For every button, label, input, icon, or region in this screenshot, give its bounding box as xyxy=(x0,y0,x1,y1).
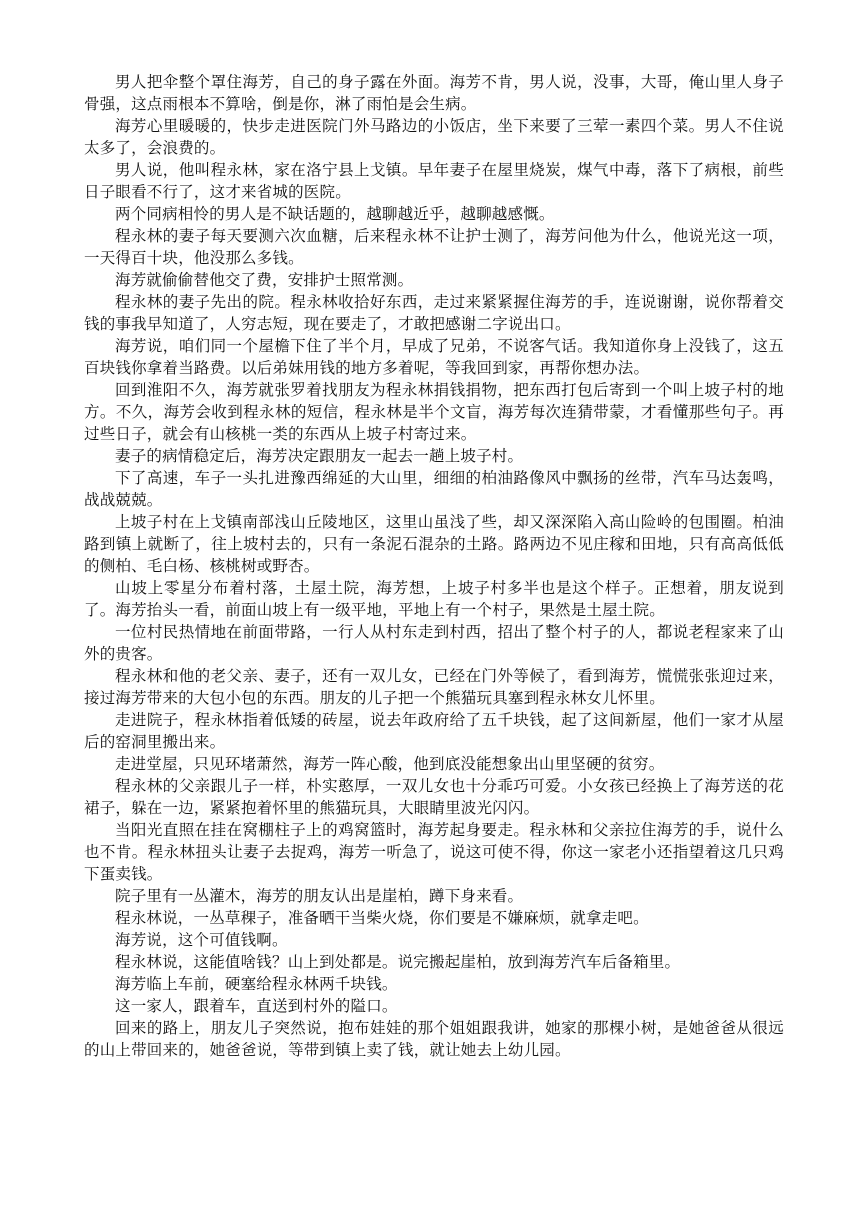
paragraph: 海芳心里暖暖的，快步走进医院门外马路边的小饭店，坐下来要了三荤一素四个菜。男人不住说太多了，会浪费的。 xyxy=(84,117,784,157)
paragraph: 程永林的妻子每天要测六次血糖，后来程永林不让护士测了，海芳问他为什么，他说光这一项，一天得百十块，他没那么多钱。 xyxy=(84,227,784,267)
paragraph: 两个同病相怜的男人是不缺话题的，越聊越近乎，越聊越感慨。 xyxy=(115,205,555,223)
paragraph: 当阳光直照在挂在窝棚柱子上的鸡窝篮时，海芳起身要走。程永林和父亲拉住海芳的手，说什么也不肯。程永林扭头让妻子去捉鸡，海芳一听急了，说这可使不得，你这一家老小还指望着这几只鸡下蛋卖钱。 xyxy=(84,821,784,883)
paragraph: 海芳就偷偷替他交了费，安排护士照常测。 xyxy=(115,271,414,289)
paragraph: 男人把伞整个罩住海芳，自己的身子露在外面。海芳不肯，男人说，没事，大哥，俺山里人身子骨强，这点雨根本不算啥，倒是你，淋了雨怕是会生病。 xyxy=(84,73,784,113)
paragraph: 男人说，他叫程永林，家在洛宁县上戈镇。早年妻子在屋里烧炭，煤气中毒，落下了病根，前些日子眼看不行了，这才来省城的医院。 xyxy=(84,161,784,201)
paragraph: 程永林的妻子先出的院。程永林收拾好东西，走过来紧紧握住海芳的手，连说谢谢，说你帮着交钱的事我早知道了，人穷志短，现在要走了，才敢把感谢二字说出口。 xyxy=(84,293,784,333)
paragraph: 回来的路上，朋友儿子突然说，抱布娃娃的那个姐姐跟我讲，她家的那棵小树，是她爸爸从很远的山上带回来的，她爸爸说，等带到镇上卖了钱，就让她去上幼儿园。 xyxy=(84,1019,784,1059)
paragraph: 这一家人，跟着车，直送到村外的隘口。 xyxy=(115,997,398,1015)
paragraph: 一位村民热情地在前面带路，一行人从村东走到村西，招出了整个村子的人，都说老程家来了山外的贵客。 xyxy=(84,623,784,663)
paragraph: 程永林说，这能值啥钱？山上到处都是。说完搬起崖柏，放到海芳汽车后备箱里。 xyxy=(115,953,681,971)
paragraph: 妻子的病情稳定后，海芳决定跟朋友一起去一趟上坡子村。 xyxy=(115,447,524,465)
paragraph: 程永林和他的老父亲、妻子，还有一双儿女，已经在门外等候了，看到海芳，慌慌张张迎过来，接过海芳带来的大包小包的东西。朋友的儿子把一个熊猫玩具塞到程永林女儿怀里。 xyxy=(84,667,784,707)
paragraph: 回到淮阳不久，海芳就张罗着找朋友为程永林捐钱捐物，把东西打包后寄到一个叫上坡子村的地方。不久，海芳会收到程永林的短信，程永林是半个文盲，海芳每次连猜带蒙，才看懂那些句子。再过些日子，就会有山核桃一类的东西从上坡子村寄过来。 xyxy=(84,381,784,443)
paragraph: 走进堂屋，只见环堵萧然，海芳一阵心酸，他到底没能想象出山里坚硬的贫穷。 xyxy=(115,755,665,773)
paragraph: 下了高速，车子一头扎进豫西绵延的大山里，细细的柏油路像风中飘扬的丝带，汽车马达轰鸣，战战兢兢。 xyxy=(84,469,784,509)
paragraph: 程永林说，一丛草稞子，准备晒干当柴火烧，你们要是不嫌麻烦，就拿走吧。 xyxy=(115,909,649,927)
paragraph: 程永林的父亲跟儿子一样，朴实憨厚，一双儿女也十分乖巧可爱。小女孩已经换上了海芳送的花裙子，躲在一边，紧紧抱着怀里的熊猫玩具，大眼睛里波光闪闪。 xyxy=(84,777,784,817)
paragraph: 走进院子，程永林指着低矮的砖屋，说去年政府给了五千块钱，起了这间新屋，他们一家才从屋后的窑洞里搬出来。 xyxy=(84,711,784,751)
paragraph: 海芳说，咱们同一个屋檐下住了半个月，早成了兄弟，不说客气话。我知道你身上没钱了，这五百块钱你拿着当路费。以后弟妹用钱的地方多着呢，等我回到家，再帮你想办法。 xyxy=(84,337,784,377)
paragraph: 海芳临上车前，硬塞给程永林两千块钱。 xyxy=(115,975,398,993)
paragraph: 上坡子村在上戈镇南部浅山丘陵地区，这里山虽浅了些，却又深深陷入高山险岭的包围圈。柏油路到镇上就断了，往上坡村去的，只有一条泥石混杂的土路。路两边不见庄稼和田地，只有高高低低的侧柏、毛白杨、核桃树或野杏。 xyxy=(84,513,784,575)
paragraph: 海芳说，这个可值钱啊。 xyxy=(115,931,288,949)
paragraph: 山坡上零星分布着村落，土屋土院，海芳想，上坡子村多半也是这个样子。正想着，朋友说到了。海芳抬头一看，前面山坡上有一级平地，平地上有一个村子，果然是土屋土院。 xyxy=(84,579,784,619)
paragraph: 院子里有一丛灌木，海芳的朋友认出是崖柏，蹲下身来看。 xyxy=(115,887,524,905)
document-body xyxy=(84,71,784,1061)
